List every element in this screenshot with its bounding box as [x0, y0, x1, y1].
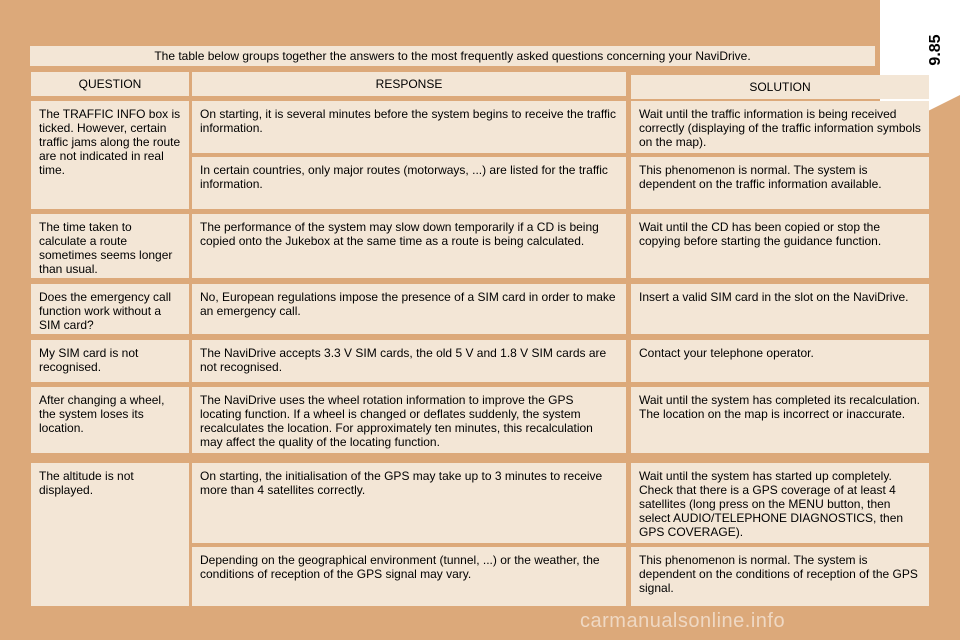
- response-cell: On starting, it is several minutes before the system begins to receive the traffic information.: [192, 101, 626, 153]
- response-cell: The NaviDrive accepts 3.3 V SIM cards, the old 5 V and 1.8 V SIM cards are not recognised.: [192, 340, 626, 382]
- header-solution: SOLUTION: [631, 75, 929, 99]
- response-cell: On starting, the initialisation of the GPS may take up to 3 minutes to receive more than 4 satellites correctly.: [192, 463, 626, 543]
- response-cell: Depending on the geographical environment (tunnel, ...) or the weather, the conditions of reception of the GPS signal may vary.: [192, 547, 626, 606]
- response-cell: The performance of the system may slow down temporarily if a CD is being copied onto the Jukebox at the same time as a route is being calculated.: [192, 214, 626, 278]
- solution-cell: This phenomenon is normal. The system is dependent on the conditions of reception of the GPS signal.: [631, 547, 929, 606]
- solution-cell: This phenomenon is normal. The system is dependent on the traffic information available.: [631, 157, 929, 209]
- response-cell: In certain countries, only major routes (motorways, ...) are listed for the traffic information.: [192, 157, 626, 209]
- question-cell: Does the emergency call function work without a SIM card?: [31, 284, 189, 334]
- solution-cell: Wait until the CD has been copied or stop the copying before starting the guidance function.: [631, 214, 929, 278]
- watermark: carmanualsonline.info: [580, 610, 786, 632]
- page-number: 9.85: [927, 34, 944, 66]
- solution-cell: Wait until the traffic information is being received correctly (displaying of the traffic information symbols on the map).: [631, 101, 929, 153]
- question-cell: The TRAFFIC INFO box is ticked. However, certain traffic jams along the route are not indicated in real time.: [31, 101, 189, 209]
- question-cell: After changing a wheel, the system loses its location.: [31, 387, 189, 453]
- question-cell: My SIM card is not recognised.: [31, 340, 189, 382]
- question-cell: The time taken to calculate a route sometimes seems longer than usual.: [31, 214, 189, 278]
- response-cell: The NaviDrive uses the wheel rotation information to improve the GPS locating function. If a wheel is changed or deflates suddenly, the system recalculates the location. For approximately ten minutes, this recalculation may affect the quality of the locating function.: [192, 387, 626, 453]
- intro-text: The table below groups together the answers to the most frequently asked questions concerning your NaviDrive.: [30, 46, 875, 66]
- solution-cell: Wait until the system has completed its recalculation. The location on the map is incorrect or inaccurate.: [631, 387, 929, 453]
- header-question: QUESTION: [31, 72, 189, 96]
- question-cell: The altitude is not displayed.: [31, 463, 189, 606]
- solution-cell: Contact your telephone operator.: [631, 340, 929, 382]
- header-response: RESPONSE: [192, 72, 626, 96]
- solution-cell: Insert a valid SIM card in the slot on the NaviDrive.: [631, 284, 929, 334]
- solution-cell: Wait until the system has started up completely. Check that there is a GPS coverage of at least 4 satellites (long press on the MENU button, then select AUDIO/TELEPHONE DIAGNOSTICS, then GPS COVERAGE).: [631, 463, 929, 543]
- response-cell: No, European regulations impose the presence of a SIM card in order to make an emergency call.: [192, 284, 626, 334]
